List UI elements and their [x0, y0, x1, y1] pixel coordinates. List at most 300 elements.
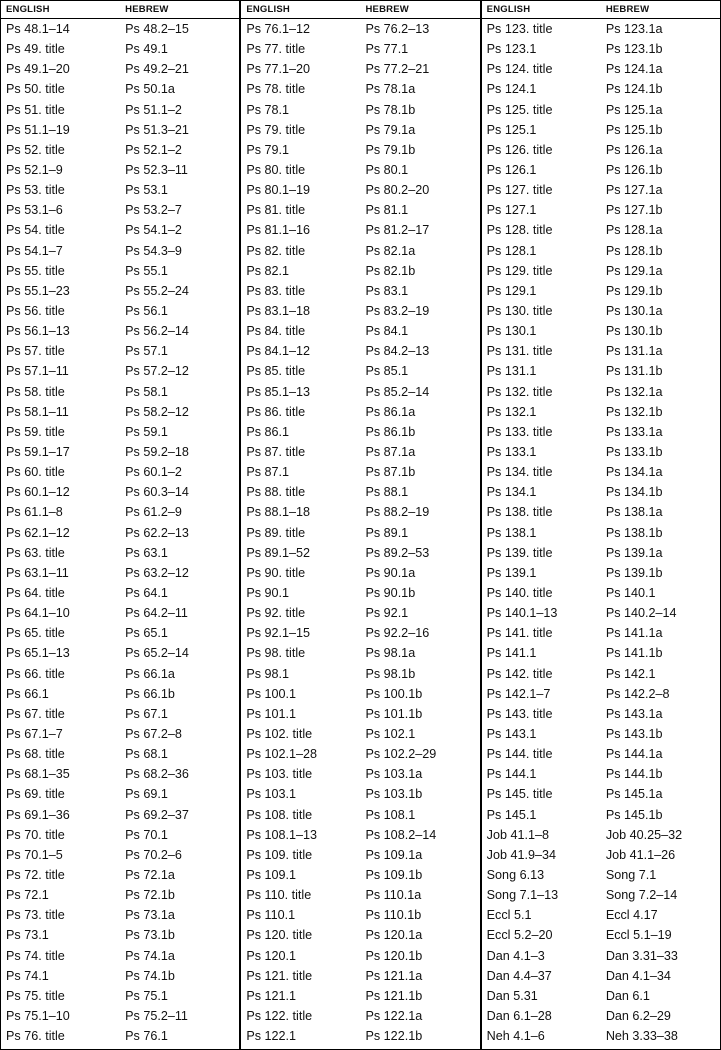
hebrew-reference: Ps 73.1b: [125, 928, 175, 943]
english-reference: Ps 133. title: [486, 424, 553, 439]
table-row: [482, 744, 720, 764]
english-reference: Ps 80. title: [246, 163, 306, 178]
table-row: [241, 79, 479, 99]
table-row: [482, 563, 720, 583]
hebrew-reference: Ps 143.1b: [605, 726, 663, 741]
hebrew-reference: Ps 70.2–6: [125, 847, 182, 862]
table-row: [1, 361, 239, 381]
english-reference: Ps 128.1: [486, 243, 537, 258]
hebrew-reference: Ps 138.1b: [605, 525, 663, 540]
hebrew-reference: Ps 122.1b: [365, 1029, 423, 1044]
hebrew-reference: Ps 59.1: [125, 424, 168, 439]
english-reference: Ps 130. title: [486, 304, 553, 319]
hebrew-reference: Job 41.1–26: [605, 847, 676, 862]
hebrew-reference: Ps 84.1: [365, 324, 409, 339]
table-row: [482, 482, 720, 502]
hebrew-reference: Ps 56.2–14: [125, 324, 189, 339]
table-row: [482, 402, 720, 422]
english-reference: Ps 77. title: [246, 42, 306, 57]
english-reference: Ps 52. title: [6, 142, 65, 157]
english-reference: Ps 141. title: [486, 626, 553, 641]
hebrew-reference: Ps 131.1a: [605, 344, 663, 359]
hebrew-reference: Ps 124.1a: [605, 62, 663, 77]
english-reference: Ps 84.1–12: [246, 344, 311, 359]
english-reference: Ps 49. title: [6, 42, 65, 57]
table-row: [1, 986, 239, 1006]
hebrew-reference: Ps 130.1a: [605, 304, 663, 319]
table-row: [1, 925, 239, 945]
table-row: [482, 19, 720, 39]
table-row: [482, 945, 720, 965]
table-row: [241, 945, 479, 965]
hebrew-reference: Ps 143.1a: [605, 706, 663, 721]
english-reference: Ps 74. title: [6, 948, 65, 963]
hebrew-reference: Ps 77.1: [365, 42, 409, 57]
table-row: [1, 241, 239, 261]
english-reference: Ps 57. title: [6, 344, 65, 359]
english-reference: Ps 102.1–28: [246, 747, 318, 762]
hebrew-reference: Ps 61.2–9: [125, 505, 182, 520]
table-row: [241, 724, 479, 744]
table-row: [1, 140, 239, 160]
hebrew-reference: Ps 54.1–2: [125, 223, 182, 238]
english-reference: Ps 65.1–13: [6, 646, 70, 661]
table-row: [1, 100, 239, 120]
table-row: [241, 966, 479, 986]
hebrew-reference: Ps 92.1: [365, 606, 409, 621]
table-row: [1, 623, 239, 643]
hebrew-reference: Ps 127.1b: [605, 203, 663, 218]
hebrew-reference: Dan 6.2–29: [605, 1008, 671, 1023]
hebrew-reference: Ps 120.1b: [365, 948, 423, 963]
table-row: [241, 39, 479, 59]
table-column-group: [1, 1, 241, 1049]
english-reference: Ps 73. title: [6, 908, 65, 923]
hebrew-reference: Ps 65.2–14: [125, 646, 189, 661]
english-reference: Ps 58.1–11: [6, 404, 69, 419]
table-row: [482, 502, 720, 522]
hebrew-reference: Ps 66.1b: [125, 686, 175, 701]
table-row: [1, 160, 239, 180]
table-row: [241, 261, 479, 281]
english-reference: Ps 68.1–35: [6, 767, 70, 782]
english-reference: Ps 110.1: [246, 908, 296, 923]
english-reference: Ps 92. title: [246, 606, 306, 621]
table-row: [1, 744, 239, 764]
english-reference: Ps 78.1: [246, 102, 290, 117]
table-row: [482, 79, 720, 99]
table-row: [1, 603, 239, 623]
table-row: [241, 281, 479, 301]
english-reference: Ps 53.1–6: [6, 203, 63, 218]
hebrew-reference: Ps 142.1: [605, 666, 656, 681]
hebrew-reference: Ps 79.1b: [365, 142, 416, 157]
english-reference: Ps 66.1: [6, 686, 49, 701]
hebrew-reference: Ps 90.1a: [365, 565, 416, 580]
table-row: [1, 563, 239, 583]
table-row: [241, 241, 479, 261]
table-row: [482, 321, 720, 341]
hebrew-reference: Ps 56.1: [125, 304, 168, 319]
english-reference: Ps 81.1–16: [246, 223, 311, 238]
hebrew-reference: Ps 141.1a: [605, 626, 663, 641]
english-reference: Ps 69. title: [6, 787, 65, 802]
hebrew-reference: Ps 51.3–21: [125, 122, 189, 137]
english-header: ENGLISH: [246, 4, 290, 15]
hebrew-reference: Job 40.25–32: [605, 827, 683, 842]
column-header-row: [1, 1, 239, 19]
table-row: [1, 664, 239, 684]
hebrew-reference: Ps 90.1b: [365, 586, 416, 600]
english-reference: Ps 67. title: [6, 706, 65, 721]
table-row: [1, 885, 239, 905]
column-header-row: [482, 1, 720, 19]
english-reference: Ps 110. title: [246, 888, 312, 903]
hebrew-reference: Ps 134.1a: [605, 465, 663, 480]
hebrew-reference: Ps 126.1a: [605, 142, 663, 157]
table-row: [241, 341, 479, 361]
english-reference: Ps 83.1–18: [246, 304, 311, 319]
table-row: [1, 422, 239, 442]
english-reference: Ps 145. title: [486, 787, 553, 802]
hebrew-reference: Ps 52.1–2: [125, 142, 182, 157]
hebrew-reference: Ps 100.1b: [365, 686, 423, 701]
hebrew-reference: Ps 68.2–36: [125, 767, 189, 782]
english-reference: Ps 108. title: [246, 807, 313, 822]
table-row: [241, 583, 479, 603]
hebrew-reference: Ps 140.1: [605, 586, 656, 600]
english-reference: Eccl 5.2–20: [486, 928, 553, 943]
english-reference: Ps 142.1–7: [486, 686, 551, 701]
table-row: [1, 482, 239, 502]
table-row: [482, 160, 720, 180]
hebrew-reference: Ps 144.1b: [605, 767, 663, 782]
table-row: [482, 825, 720, 845]
hebrew-reference: Ps 65.1: [125, 626, 168, 641]
english-reference: Ps 101.1: [246, 706, 297, 721]
english-reference: Ps 126. title: [486, 142, 553, 157]
hebrew-reference: Ps 125.1a: [605, 102, 663, 117]
hebrew-reference: Ps 139.1b: [605, 565, 663, 580]
table-row: [482, 261, 720, 281]
english-reference: Ps 69.1–36: [6, 807, 70, 822]
hebrew-reference: Ps 75.1: [125, 988, 168, 1003]
table-row: [241, 140, 479, 160]
table-row: [241, 1006, 479, 1026]
english-reference: Ps 62.1–12: [6, 525, 70, 540]
table-row: [241, 845, 479, 865]
hebrew-reference: Ps 62.2–13: [125, 525, 189, 540]
english-reference: Ps 123.1: [486, 42, 537, 57]
table-row: [241, 361, 479, 381]
hebrew-reference: Ps 57.2–12: [125, 364, 189, 379]
english-reference: Ps 131. title: [486, 344, 553, 359]
table-row: [241, 422, 479, 442]
hebrew-reference: Ps 57.1: [125, 344, 168, 359]
table-row: [1, 845, 239, 865]
table-row: [1, 261, 239, 281]
table-row: [482, 643, 720, 663]
english-reference: Ps 108.1–13: [246, 827, 318, 842]
table-row: [1, 341, 239, 361]
table-row: [1, 120, 239, 140]
table-row: [482, 200, 720, 220]
hebrew-reference: Ps 139.1a: [605, 545, 663, 560]
hebrew-reference: Ps 108.2–14: [365, 827, 437, 842]
table-row: [241, 623, 479, 643]
table-row: [241, 643, 479, 663]
hebrew-reference: Ps 89.1: [365, 525, 409, 540]
hebrew-reference: Ps 109.1b: [365, 867, 423, 882]
table-row: [241, 925, 479, 945]
english-reference: Ps 64. title: [6, 586, 65, 600]
english-reference: Ps 129. title: [486, 263, 553, 278]
table-row: [1, 966, 239, 986]
hebrew-reference: Ps 67.1: [125, 706, 168, 721]
english-reference: Ps 134. title: [486, 465, 553, 480]
hebrew-reference: Neh 3.33–38: [605, 1029, 678, 1044]
english-reference: Ps 125.1: [486, 122, 537, 137]
hebrew-reference: Ps 69.1: [125, 787, 168, 802]
english-reference: Ps 90.1: [246, 586, 290, 600]
hebrew-reference: Ps 76.1: [125, 1029, 168, 1044]
table-row: [241, 59, 479, 79]
table-row: [241, 523, 479, 543]
table-row: [482, 885, 720, 905]
english-reference: Ps 132.1: [486, 404, 537, 419]
table-row: [1, 724, 239, 744]
table-row: [482, 1026, 720, 1046]
english-reference: Ps 54.1–7: [6, 243, 63, 258]
hebrew-reference: Ps 82.1a: [365, 243, 416, 258]
table-row: [241, 402, 479, 422]
hebrew-reference: Ps 103.1a: [365, 767, 423, 782]
english-reference: Ps 88.1–18: [246, 505, 311, 520]
english-reference: Ps 85. title: [246, 364, 306, 379]
english-reference: Ps 63.1–11: [6, 565, 69, 580]
hebrew-reference: Ps 86.1a: [365, 404, 416, 419]
hebrew-reference: Ps 108.1: [365, 807, 416, 822]
english-reference: Ps 70.1–5: [6, 847, 63, 862]
hebrew-reference: Ps 87.1a: [365, 445, 416, 460]
hebrew-reference: Ps 59.2–18: [125, 445, 189, 460]
table-row: [1, 945, 239, 965]
hebrew-reference: Ps 98.1a: [365, 646, 416, 661]
english-reference: Ps 132. title: [486, 384, 553, 399]
table-row: [482, 925, 720, 945]
hebrew-reference: Ps 70.1: [125, 827, 168, 842]
table-row: [1, 684, 239, 704]
hebrew-reference: Ps 138.1a: [605, 505, 663, 520]
hebrew-reference: Song 7.2–14: [605, 888, 678, 903]
english-reference: Ps 52.1–9: [6, 163, 63, 178]
table-row: [482, 301, 720, 321]
hebrew-reference: Ps 129.1a: [605, 263, 663, 278]
table-row: [482, 220, 720, 240]
english-reference: Ps 125. title: [486, 102, 553, 117]
table-row: [482, 120, 720, 140]
table-row: [241, 865, 479, 885]
hebrew-reference: Ps 145.1a: [605, 787, 663, 802]
hebrew-reference: Ps 51.1–2: [125, 102, 182, 117]
english-reference: Ps 82.1: [246, 263, 290, 278]
hebrew-reference: Ps 84.2–13: [365, 344, 430, 359]
english-reference: Ps 49.1–20: [6, 62, 70, 77]
english-reference: Job 41.9–34: [486, 847, 556, 862]
table-row: [482, 39, 720, 59]
english-reference: Ps 139.1: [486, 565, 537, 580]
english-reference: Ps 100.1: [246, 686, 297, 701]
hebrew-reference: Ps 55.2–24: [125, 283, 189, 298]
english-reference: Ps 98.1: [246, 666, 290, 681]
hebrew-reference: Ps 134.1b: [605, 485, 663, 500]
hebrew-reference: Ps 80.2–20: [365, 183, 430, 198]
table-row: [241, 321, 479, 341]
english-reference: Dan 4.4–37: [486, 968, 552, 983]
english-reference: Ps 74.1: [6, 968, 49, 983]
hebrew-reference: Ps 120.1a: [365, 928, 423, 943]
english-reference: Ps 75. title: [6, 988, 65, 1003]
hebrew-reference: Ps 73.1a: [125, 908, 175, 923]
hebrew-reference: Ps 53.1: [125, 183, 168, 198]
hebrew-reference: Ps 142.2–8: [605, 686, 670, 701]
table-row: [241, 704, 479, 724]
hebrew-reference: Ps 132.1b: [605, 404, 663, 419]
table-row: [1, 321, 239, 341]
table-row: [241, 543, 479, 563]
english-reference: Ps 120.1: [246, 948, 297, 963]
english-reference: Ps 121. title: [246, 968, 313, 983]
english-reference: Ps 109.1: [246, 867, 297, 882]
english-reference: Ps 141.1: [486, 646, 537, 661]
hebrew-reference: Ps 123.1a: [605, 22, 663, 37]
table-row: [241, 382, 479, 402]
hebrew-header: HEBREW: [605, 4, 650, 15]
english-reference: Ps 89.1–52: [246, 545, 311, 560]
table-row: [241, 200, 479, 220]
hebrew-reference: Ps 85.2–14: [365, 384, 430, 399]
table-row: [1, 543, 239, 563]
table-row: [482, 241, 720, 261]
english-reference: Ps 98. title: [246, 646, 306, 661]
table-row: [241, 664, 479, 684]
table-row: [1, 643, 239, 663]
english-reference: Ps 127. title: [486, 183, 553, 198]
hebrew-reference: Ps 64.2–11: [125, 606, 188, 621]
english-reference: Ps 140. title: [486, 586, 553, 600]
table-row: [241, 684, 479, 704]
table-row: [1, 1006, 239, 1026]
english-reference: Ps 55.1–23: [6, 283, 70, 298]
english-reference: Ps 54. title: [6, 223, 65, 238]
english-reference: Ps 126.1: [486, 163, 537, 178]
english-reference: Ps 130.1: [486, 324, 537, 339]
table-row: [241, 462, 479, 482]
hebrew-reference: Ps 102.1: [365, 726, 416, 741]
table-row: [1, 59, 239, 79]
table-row: [482, 1006, 720, 1026]
table-row: [482, 361, 720, 381]
hebrew-reference: Ps 58.1: [125, 384, 168, 399]
hebrew-reference: Ps 82.1b: [365, 263, 416, 278]
english-reference: Ps 124.1: [486, 82, 537, 97]
english-reference: Ps 138. title: [486, 505, 553, 520]
english-reference: Ps 138.1: [486, 525, 537, 540]
english-reference: Ps 72. title: [6, 867, 65, 882]
table-row: [1, 865, 239, 885]
hebrew-reference: Ps 133.1a: [605, 424, 663, 439]
english-reference: Ps 142. title: [486, 666, 553, 681]
english-reference: Ps 139. title: [486, 545, 553, 560]
table-row: [482, 59, 720, 79]
column-header-row: [241, 1, 479, 19]
english-reference: Ps 79.1: [246, 142, 290, 157]
english-reference: Ps 85.1–13: [246, 384, 311, 399]
hebrew-reference: Ps 145.1b: [605, 807, 663, 822]
hebrew-reference: Ps 69.2–37: [125, 807, 189, 822]
hebrew-reference: Ps 49.2–21: [125, 62, 189, 77]
hebrew-reference: Ps 68.1: [125, 747, 168, 762]
table-row: [241, 482, 479, 502]
hebrew-reference: Ps 141.1b: [605, 646, 663, 661]
table-row: [241, 804, 479, 824]
hebrew-reference: Ps 63.1: [125, 545, 168, 560]
hebrew-reference: Ps 67.2–8: [125, 726, 182, 741]
english-header: ENGLISH: [486, 4, 531, 15]
table-row: [482, 684, 720, 704]
hebrew-reference: Ps 110.1b: [365, 908, 422, 923]
hebrew-reference: Ps 101.1b: [365, 706, 423, 721]
english-reference: Ps 80.1–19: [246, 183, 311, 198]
table-row: [1, 502, 239, 522]
table-row: [1, 442, 239, 462]
english-reference: Ps 70. title: [6, 827, 65, 842]
hebrew-reference: Song 7.1: [605, 867, 657, 882]
english-reference: Ps 60.1–12: [6, 485, 70, 500]
table-row: [241, 563, 479, 583]
english-reference: Dan 5.31: [486, 988, 538, 1003]
english-reference: Ps 67.1–7: [6, 726, 63, 741]
table-row: [1, 1026, 239, 1046]
english-reference: Ps 60. title: [6, 465, 65, 480]
table-row: [1, 583, 239, 603]
table-row: [1, 19, 239, 39]
hebrew-reference: Ps 54.3–9: [125, 243, 182, 258]
table-row: [241, 986, 479, 1006]
table-row: [241, 301, 479, 321]
english-reference: Ps 89. title: [246, 525, 306, 540]
hebrew-reference: Ps 74.1a: [125, 948, 175, 963]
hebrew-reference: Ps 53.2–7: [125, 203, 182, 218]
english-reference: Ps 82. title: [246, 243, 306, 258]
table-row: [241, 120, 479, 140]
hebrew-reference: Ps 83.1: [365, 283, 409, 298]
hebrew-reference: Ps 79.1a: [365, 122, 416, 137]
hebrew-reference: Ps 123.1b: [605, 42, 663, 57]
hebrew-reference: Ps 78.1a: [365, 82, 416, 97]
english-reference: Ps 145.1: [486, 807, 537, 822]
table-row: [1, 462, 239, 482]
table-row: [1, 281, 239, 301]
table-row: [482, 623, 720, 643]
hebrew-reference: Eccl 4.17: [605, 908, 658, 923]
english-reference: Ps 83. title: [246, 283, 306, 298]
table-row: [482, 341, 720, 361]
english-reference: Ps 87.1: [246, 465, 290, 480]
english-reference: Ps 77.1–20: [246, 62, 311, 77]
hebrew-reference: Ps 63.2–12: [125, 565, 189, 580]
table-row: [482, 100, 720, 120]
